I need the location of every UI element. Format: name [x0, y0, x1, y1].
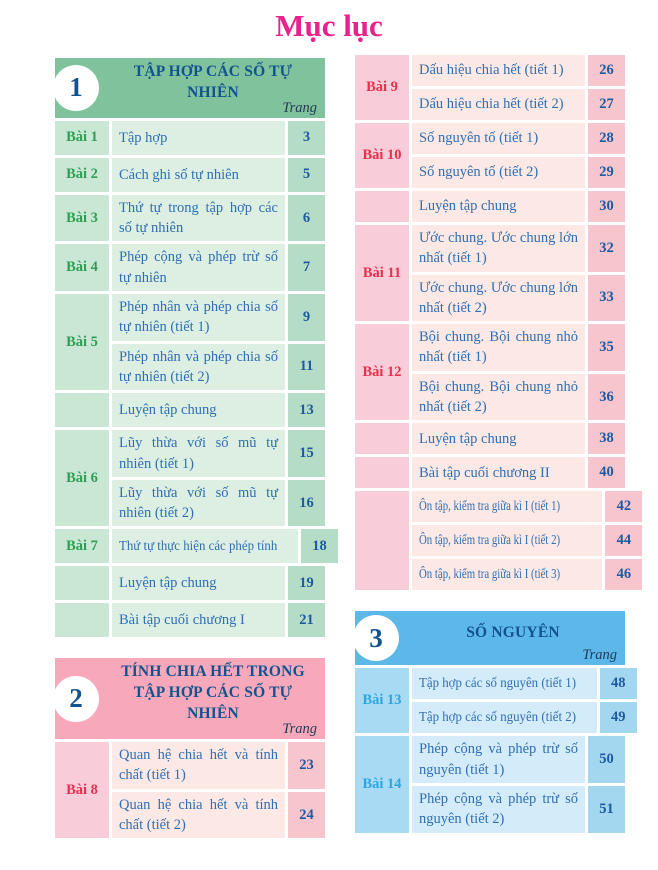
lesson-title: [112, 121, 285, 155]
page-title: Mục lục: [275, 8, 383, 43]
page-number: 23: [288, 742, 325, 789]
toc-row: [112, 244, 325, 291]
lesson-title: [112, 244, 285, 291]
lesson-title-text: Lũy thừa với số mũ tự nhiên (tiết 1): [119, 435, 278, 472]
toc-row: [112, 480, 325, 527]
lesson-label: [355, 491, 409, 590]
lesson-title-text: Phép cộng và phép trừ số nguyên (tiết 2): [419, 790, 578, 828]
lesson-title-text: Tập hợp các số nguyên (tiết 2): [419, 710, 577, 726]
lesson-title-text: Phép nhân và phép chia số tự nhiên (tiết 1): [119, 299, 278, 336]
lesson-rows: [112, 393, 325, 427]
toc-row: [412, 123, 625, 154]
toc-column-left: [55, 58, 325, 838]
page-number: 16: [288, 480, 325, 527]
toc-row: [112, 529, 338, 563]
lesson-title: [112, 742, 285, 789]
toc-row: [412, 491, 642, 522]
lesson-title: [412, 702, 597, 733]
lesson-title: [412, 668, 597, 699]
page-number: 42: [605, 491, 642, 522]
lesson-label: Bài 3: [55, 195, 109, 242]
lesson-rows: [412, 423, 625, 454]
toc-row: [412, 89, 625, 120]
lesson-title-text: Bài tập cuối chương II: [419, 464, 550, 481]
lesson-title-text: Số nguyên tố (tiết 1): [419, 130, 539, 147]
lesson-group: [55, 195, 325, 242]
lesson-title-text: Số nguyên tố (tiết 2): [419, 164, 539, 181]
chapter-number-badge: 3: [353, 615, 399, 661]
lesson-title-text: Ôn tập, kiểm tra giữa kì I (tiết 3): [419, 566, 561, 582]
toc-row: [112, 344, 325, 391]
chapter-header: [355, 611, 625, 665]
page-number: 6: [288, 195, 325, 242]
lesson-rows: [412, 191, 625, 222]
lesson-label: Bài 2: [55, 158, 109, 192]
lesson-title-text: Phép cộng và phép trừ số nguyên (tiết 1): [419, 741, 578, 778]
toc-table: [355, 55, 632, 590]
lesson-group: [55, 158, 325, 192]
lesson-title-text: Lũy thừa với số mũ tự nhiên (tiết 2): [119, 484, 278, 522]
lesson-group: [55, 244, 325, 291]
chapter-header: [55, 58, 325, 118]
toc-row: [412, 55, 625, 86]
lesson-label: [55, 393, 109, 427]
lesson-title: [412, 123, 585, 154]
lesson-title: [112, 529, 298, 563]
lesson-rows: [112, 742, 325, 838]
lesson-title: [112, 603, 285, 637]
lesson-label: Bài 7: [55, 529, 109, 563]
lesson-title: [412, 457, 585, 488]
lesson-title-text: Ước chung. Ước chung lớn nhất (tiết 2): [419, 279, 578, 316]
page-number: 44: [605, 525, 642, 556]
lesson-rows: [412, 324, 625, 420]
lesson-group: [355, 225, 625, 321]
page-number: 36: [588, 374, 625, 421]
toc-row: [112, 792, 325, 839]
lesson-label: Bài 4: [55, 244, 109, 291]
lesson-group: [355, 123, 625, 188]
lesson-title: [112, 294, 285, 341]
lesson-rows: [412, 491, 642, 590]
lesson-group: [55, 566, 325, 600]
lesson-rows: [412, 736, 625, 832]
lesson-title: [412, 423, 585, 454]
lesson-group: [355, 736, 625, 832]
lesson-title: [112, 566, 285, 600]
lesson-label: [355, 457, 409, 488]
lesson-group: [55, 529, 325, 563]
toc-row: [412, 374, 625, 421]
page-number: 24: [288, 792, 325, 839]
lesson-title-text: Luyện tập chung: [119, 575, 217, 592]
lesson-title-text: Ước chung. Ước chung lớn nhất (tiết 1): [419, 230, 578, 267]
page-number: 40: [588, 457, 625, 488]
page-number: 7: [288, 244, 325, 291]
toc-row: [112, 742, 325, 789]
lesson-title: [412, 736, 585, 783]
lesson-rows: [112, 121, 325, 155]
lesson-title: [412, 559, 602, 590]
page-number: 46: [605, 559, 642, 590]
lesson-rows: [112, 566, 325, 600]
lesson-rows: [112, 158, 325, 192]
lesson-title-text: Ôn tập, kiểm tra giữa kì I (tiết 1): [419, 498, 561, 514]
toc-row: [412, 225, 625, 272]
toc-row: [412, 525, 642, 556]
chapter-title: TẬP HỢP CÁC SỐ TỰ NHIÊN: [133, 63, 293, 101]
lesson-label: [355, 423, 409, 454]
lesson-title-text: Bội chung. Bội chung nhỏ nhất (tiết 1): [419, 329, 578, 366]
toc-table: [355, 668, 625, 832]
toc-row: [112, 195, 325, 242]
lesson-label: Bài 11: [355, 225, 409, 321]
page-number: 28: [588, 123, 625, 154]
toc-row: [412, 559, 642, 590]
lesson-title: [412, 786, 585, 833]
page-number: 18: [301, 529, 338, 563]
chapter-number-badge: 1: [53, 65, 99, 111]
lesson-title: [112, 430, 285, 477]
lesson-title-text: Cách ghi số tự nhiên: [119, 166, 239, 183]
page-number: 13: [288, 393, 325, 427]
toc-column-right: [355, 55, 632, 833]
page-number: 29: [588, 157, 625, 188]
lesson-title: [412, 275, 585, 322]
lesson-title-text: Luyện tập chung: [419, 198, 517, 215]
toc-row: [412, 423, 625, 454]
page-number: 5: [288, 158, 325, 192]
trang-label: Trang: [582, 647, 617, 664]
lesson-title-text: Quan hệ chia hết và tính chất (tiết 2): [119, 796, 278, 834]
lesson-title: [412, 191, 585, 222]
page-number: 3: [288, 121, 325, 155]
page-number: 26: [588, 55, 625, 86]
lesson-label: Bài 14: [355, 736, 409, 832]
page-number: 33: [588, 275, 625, 322]
toc-row: [412, 275, 625, 322]
lesson-rows: [112, 529, 338, 563]
lesson-label: Bài 10: [355, 123, 409, 188]
lesson-title-text: Dấu hiệu chia hết (tiết 1): [419, 62, 564, 79]
lesson-label: [55, 603, 109, 637]
toc-row: [412, 668, 637, 699]
lesson-label: Bài 12: [355, 324, 409, 420]
toc-row: [112, 393, 325, 427]
lesson-rows: [412, 225, 625, 321]
lesson-rows: [412, 457, 625, 488]
lesson-title: [412, 374, 585, 421]
lesson-rows: [412, 123, 625, 188]
lesson-group: [355, 457, 625, 488]
lesson-title-text: Luyện tập chung: [119, 402, 217, 419]
toc-row: [412, 457, 625, 488]
lesson-label: [55, 566, 109, 600]
page-number: 48: [600, 668, 637, 699]
lesson-title-text: Tập hợp các số nguyên (tiết 1): [419, 676, 577, 692]
toc-row: [112, 158, 325, 192]
lesson-title-text: Thứ tự thực hiện các phép tính: [119, 538, 278, 554]
page-number: 32: [588, 225, 625, 272]
chapter-header: [55, 658, 325, 739]
lesson-title: [412, 225, 585, 272]
page-number: 51: [588, 786, 625, 833]
lesson-title-text: Phép nhân và phép chia số tự nhiên (tiết 2): [119, 348, 278, 385]
page-number: 49: [600, 702, 637, 733]
toc-row: [112, 294, 325, 341]
toc-row: [112, 430, 325, 477]
toc-row: [412, 702, 637, 733]
toc-row: [112, 603, 325, 637]
page-number: 19: [288, 566, 325, 600]
lesson-title-text: Luyện tập chung: [419, 430, 517, 447]
lesson-group: [355, 423, 625, 454]
lesson-title: [412, 55, 585, 86]
page-number: 35: [588, 324, 625, 371]
lesson-title: [112, 195, 285, 242]
lesson-group: [55, 393, 325, 427]
lesson-title: [112, 344, 285, 391]
lesson-title: [412, 525, 602, 556]
lesson-title: [112, 792, 285, 839]
lesson-title-text: Tập hợp: [119, 129, 168, 146]
page-number: 30: [588, 191, 625, 222]
lesson-group: [355, 491, 632, 590]
toc-table: [55, 121, 325, 638]
lesson-rows: [112, 244, 325, 291]
lesson-title: [412, 491, 602, 522]
lesson-rows: [412, 55, 625, 120]
lesson-group: [55, 430, 325, 526]
lesson-title: [412, 324, 585, 371]
lesson-label: Bài 9: [355, 55, 409, 120]
lesson-title: [112, 480, 285, 527]
lesson-group: [55, 121, 325, 155]
page-number: 11: [288, 344, 325, 391]
toc-table: [55, 742, 325, 838]
chapter-title: TÍNH CHIA HẾT TRONG TẬP HỢP CÁC SỐ TỰ NHIÊN: [121, 663, 305, 723]
lesson-group: [55, 742, 325, 838]
page-number: 15: [288, 430, 325, 477]
lesson-title-text: Phép cộng và phép trừ số tự nhiên: [119, 249, 278, 286]
lesson-rows: [112, 603, 325, 637]
toc-row: [412, 157, 625, 188]
lesson-group: [355, 324, 625, 420]
trang-label: Trang: [282, 721, 317, 738]
lesson-group: [355, 668, 625, 733]
lesson-label: Bài 5: [55, 294, 109, 390]
lesson-title: [112, 393, 285, 427]
toc-row: [412, 324, 625, 371]
lesson-label: Bài 13: [355, 668, 409, 733]
toc-row: [412, 786, 625, 833]
lesson-title-text: Dấu hiệu chia hết (tiết 2): [419, 96, 564, 113]
page-number: 9: [288, 294, 325, 341]
toc-row: [112, 121, 325, 155]
lesson-group: [355, 55, 625, 120]
lesson-label: Bài 8: [55, 742, 109, 838]
lesson-group: [55, 294, 325, 390]
lesson-label: Bài 6: [55, 430, 109, 526]
lesson-label: Bài 1: [55, 121, 109, 155]
page-number: 38: [588, 423, 625, 454]
lesson-title-text: Bội chung. Bội chung nhỏ nhất (tiết 2): [419, 378, 578, 416]
toc-row: [112, 566, 325, 600]
page-number: 27: [588, 89, 625, 120]
lesson-title: [412, 157, 585, 188]
lesson-group: [55, 603, 325, 637]
lesson-group: [355, 191, 625, 222]
lesson-rows: [412, 668, 637, 733]
lesson-title: [412, 89, 585, 120]
chapter-title: SỐ NGUYÊN: [466, 623, 560, 641]
toc-row: [412, 191, 625, 222]
lesson-rows: [112, 195, 325, 242]
lesson-title-text: Thứ tự trong tập hợp các số tự nhiên: [119, 199, 278, 237]
lesson-rows: [112, 294, 325, 390]
lesson-title-text: Bài tập cuối chương I: [119, 612, 245, 629]
lesson-title-text: Ôn tập, kiểm tra giữa kì I (tiết 2): [419, 532, 561, 548]
page-number: 21: [288, 603, 325, 637]
lesson-rows: [112, 430, 325, 526]
lesson-title-text: Quan hệ chia hết và tính chất (tiết 1): [119, 747, 278, 784]
chapter-number-badge: 2: [53, 676, 99, 722]
toc-row: [412, 736, 625, 783]
page-number: 50: [588, 736, 625, 783]
trang-label: Trang: [282, 99, 317, 116]
lesson-label: [355, 191, 409, 222]
lesson-title: [112, 158, 285, 192]
